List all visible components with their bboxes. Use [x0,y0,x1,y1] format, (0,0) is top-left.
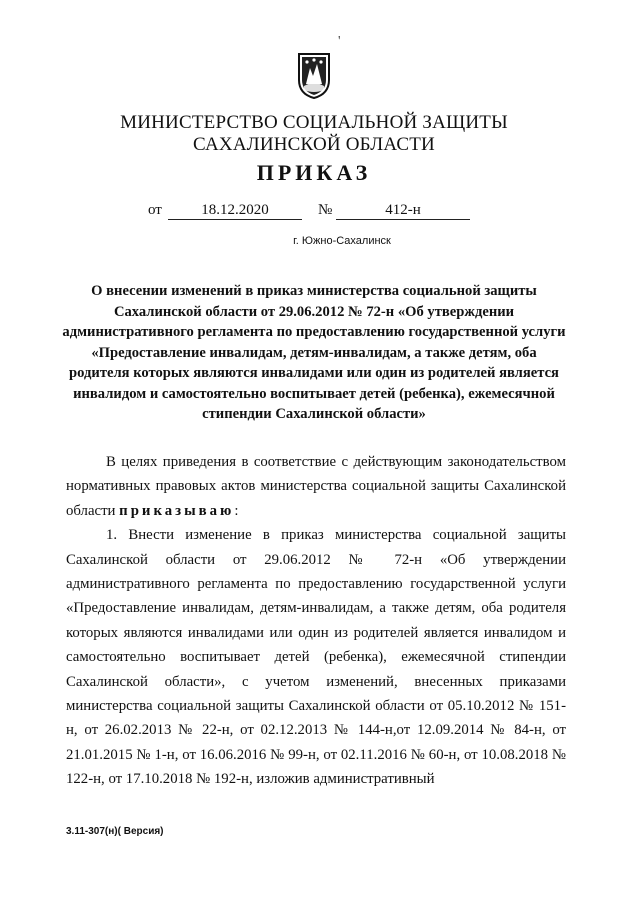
order-verb: приказываю [119,502,235,519]
order-date: 18.12.2020 [168,202,302,220]
intro-colon: : [234,502,239,519]
ministry-name-line-2: САХАЛИНСКОЙ ОБЛАСТИ [193,134,435,155]
date-prefix: от [148,202,162,218]
footer-version-mark: 3.11-307(н)( Версия) [66,826,164,837]
item-1-paragraph: 1. Внести изменение в приказ министерства социальной защиты Сахалинской области от 29.06.2012 № 72-н «Об утверждении административного регламента по предоставлению государственной услуги «Предоставление инвалидам, детям-инвалидам, а также детям, оба родителя которых являются инвалидами или один из родителей является инвалидом и самостоятельно воспитывает детей (ребенка), ежемесячной стипендии Сахалинской области», с учетом изменений, внесенных приказами министерства социальной защиты Сахалинской области от 05.10.2012 № 151-н, от 26.02.2013 № 22-н, от 02.12.2013 № 144-н,от 12.09.2014 № 84-н, от 21.01.2015 № 1-н, от 16.06.2016 № 99-н, от 02.11.2016 № 60-н, от 10.08.2018 № 122-н, от 17.10.2018 № 192-н, изложив административный [66,527,566,788]
number-prefix: № [318,202,333,218]
document-body [66,450,566,792]
document-title: О внесении изменений в приказ министерства социальной защиты Сахалинской области от 29.06.2012 № 72-н «Об утверждении административного регламента по предоставлению государственной услуги «Предоставление инвалидам, детям-инвалидам, а также детям, оба родителя которых являются инвалидами или один из родителей является инвалидом и самостоятельно воспитывает детей (ребенка), ежемесячной стипендии Сахалинской области» [62,283,566,422]
ministry-name [0,112,628,156]
city-name: г. Южно-Сахалинск [293,235,391,247]
top-mark: ' [338,34,341,49]
date-number-line [148,200,478,222]
intro-text: В целях приведения в соответствие с действующим законодательством нормативных правовых актов министерства социальной защиты Сахалинской области [66,454,566,519]
sakhalin-coat-of-arms-icon [296,50,332,100]
ministry-name-line-1: МИНИСТЕРСТВО СОЦИАЛЬНОЙ ЗАЩИТЫ [120,112,508,133]
intro-paragraph [66,450,566,523]
order-number: 412-н [336,202,470,220]
document-type-heading: ПРИКАЗ [256,160,372,185]
